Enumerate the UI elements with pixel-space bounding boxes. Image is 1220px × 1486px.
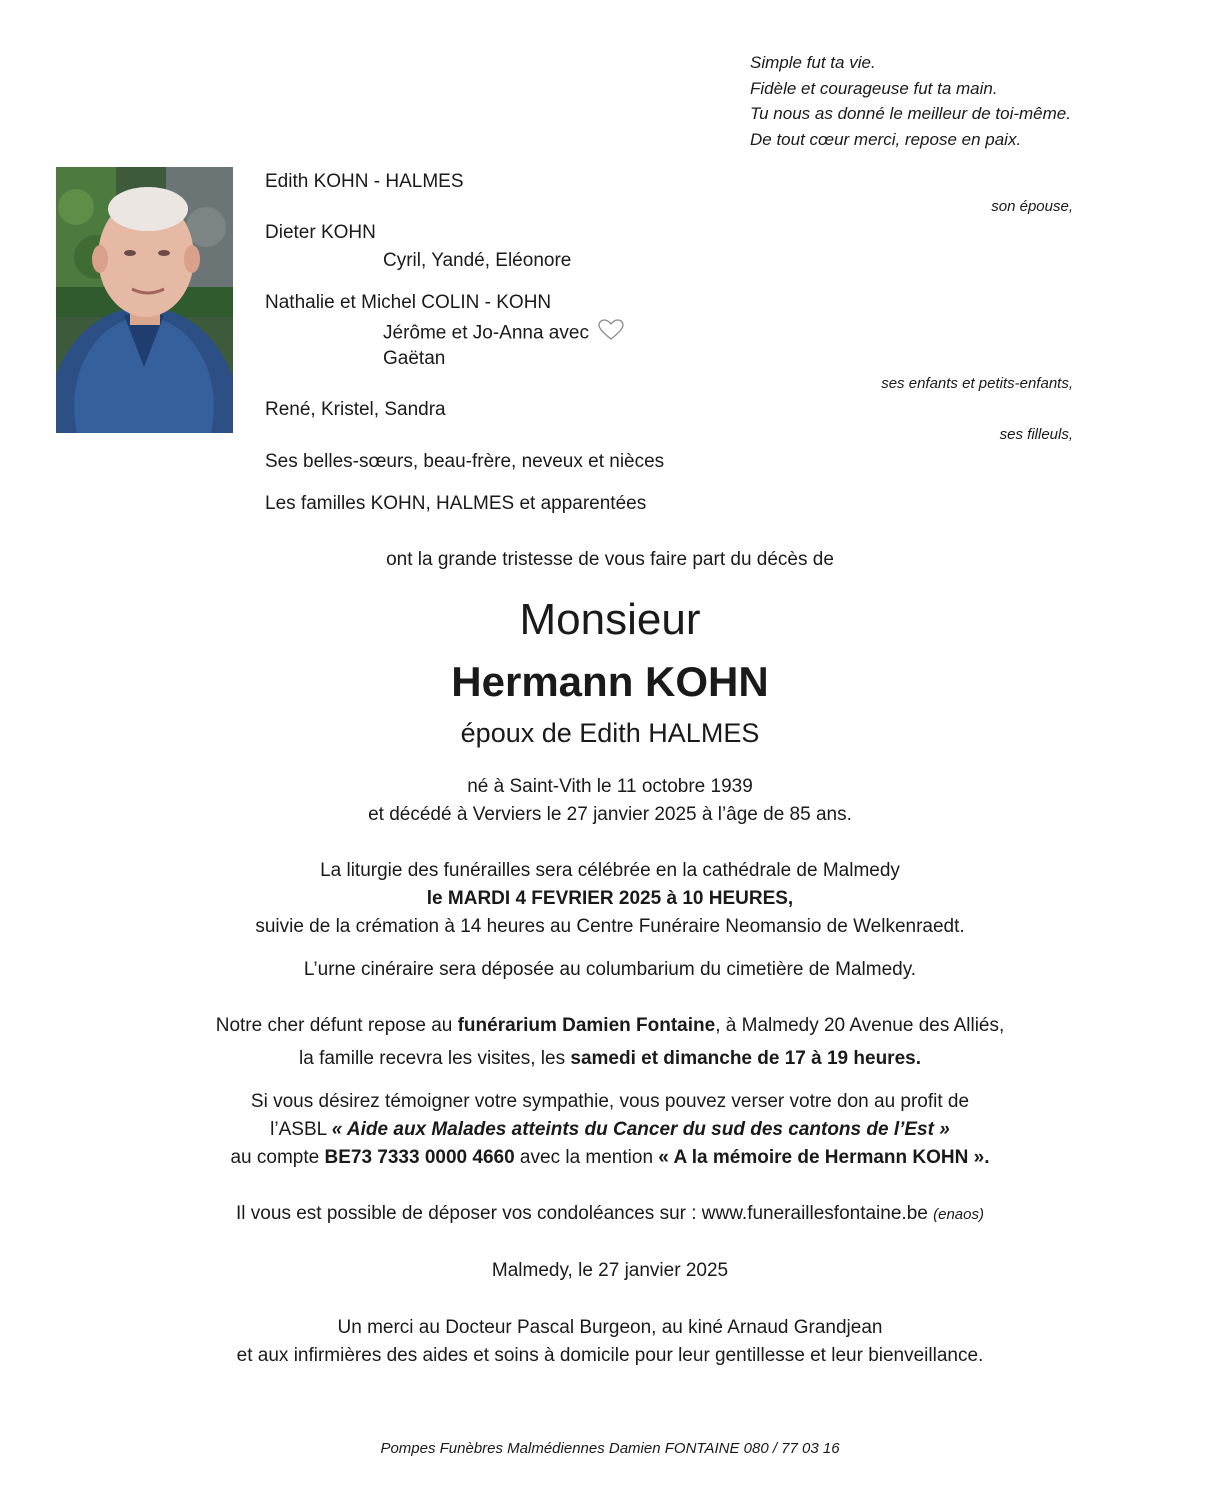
- announcement: ont la grande tristesse de vous faire part du décès de: [386, 549, 834, 570]
- relatives-line: Ses belles-sœurs, beau-frère, neveux et nièces: [265, 451, 665, 472]
- funerarium-name: funérarium Damien Fontaine: [457, 1015, 716, 1036]
- children-role: ses enfants et petits-enfants,: [881, 375, 1073, 392]
- thanks-line: Un merci au Docteur Pascal Burgeon, au kiné Arnaud Grandjean: [337, 1317, 883, 1338]
- donation-intro: Si vous désirez témoigner votre sympathie, vous pouvez verser votre don au profit de: [250, 1091, 970, 1112]
- place-date: Malmedy, le 27 janvier 2025: [491, 1260, 729, 1281]
- poem-line: De tout cœur merci, repose en paix.: [750, 129, 1022, 149]
- heart-icon: [598, 319, 624, 348]
- spouse-name: Edith KOHN - HALMES: [265, 171, 464, 192]
- deceased-title: Monsieur: [519, 595, 701, 644]
- condolences-text: Il vous est possible de déposer vos condoléances sur : www.funeraillesfontaine.be: [236, 1203, 928, 1224]
- portrait-photo: [56, 167, 233, 433]
- spouse-role: son épouse,: [991, 198, 1073, 215]
- poem-line: Tu nous as donné le meilleur de toi-même.: [750, 104, 1071, 123]
- grandchildren-names: Cyril, Yandé, Eléonore: [383, 250, 572, 271]
- donation-charity: [0, 1116, 1220, 1144]
- grandchildren-names: Gaëtan: [383, 348, 446, 369]
- death-info: et décédé à Verviers le 27 janvier 2025 à l’âge de 85 ans.: [368, 804, 852, 825]
- donation-text: l’ASBL: [270, 1119, 332, 1140]
- poem: [750, 50, 1071, 152]
- visit-text: Notre cher défunt repose au: [215, 1015, 458, 1036]
- grandchildren-text: Jérôme et Jo-Anna avec: [383, 322, 589, 344]
- birth-info: né à Saint-Vith le 11 octobre 1939: [467, 776, 753, 797]
- grandchildren-names: [383, 319, 624, 348]
- footer-funeral-home: Pompes Funèbres Malmédiennes Damien FONTAINE 080 / 77 03 16: [380, 1440, 840, 1457]
- visit-address: , à Malmedy 20 Avenue des Alliés,: [715, 1015, 1005, 1036]
- visit-text: la famille recevra les visites, les: [299, 1048, 571, 1069]
- funeral-liturgy: La liturgie des funérailles sera célébrée en la cathédrale de Malmedy: [320, 860, 900, 881]
- families-line: Les familles KOHN, HALMES et apparentées: [265, 493, 647, 514]
- godchildren-role: ses filleuls,: [999, 426, 1073, 443]
- condolences-note: (enaos): [933, 1206, 984, 1223]
- child-name: Nathalie et Michel COLIN - KOHN: [265, 292, 552, 313]
- visit-location: [0, 1012, 1220, 1040]
- donation-text: au compte: [230, 1147, 325, 1168]
- cremation-info: suivie de la crémation à 14 heures au Centre Funéraire Neomansio de Welkenraedt.: [255, 916, 965, 937]
- spouse-of: époux de Edith HALMES: [460, 718, 760, 748]
- urn-info: L’urne cinéraire sera déposée au columbarium du cimetière de Malmedy.: [303, 959, 917, 980]
- deceased-name: Hermann KOHN: [451, 658, 769, 705]
- child-name: Dieter KOHN: [265, 222, 376, 243]
- donation-mention: « A la mémoire de Hermann KOHN ».: [658, 1147, 990, 1168]
- funeral-date: le MARDI 4 FEVRIER 2025 à 10 HEURES,: [426, 888, 794, 909]
- godchildren-names: René, Kristel, Sandra: [265, 399, 446, 420]
- charity-name: « Aide aux Malades atteints du Cancer du sud des cantons de l’Est »: [331, 1119, 950, 1140]
- poem-line: Fidèle et courageuse fut ta main.: [750, 78, 998, 98]
- donation-account: [0, 1144, 1220, 1172]
- donation-text: avec la mention: [514, 1147, 659, 1168]
- thanks-line: et aux infirmières des aides et soins à domicile pour leur gentillesse et leur bienveillance.: [236, 1345, 984, 1366]
- condolences-line: [0, 1200, 1220, 1229]
- poem-line: Simple fut ta vie.: [750, 53, 876, 72]
- iban: BE73 7333 0000 4660: [324, 1147, 515, 1168]
- visit-times: samedi et dimanche de 17 à 19 heures.: [570, 1048, 921, 1069]
- visit-hours: [0, 1045, 1220, 1073]
